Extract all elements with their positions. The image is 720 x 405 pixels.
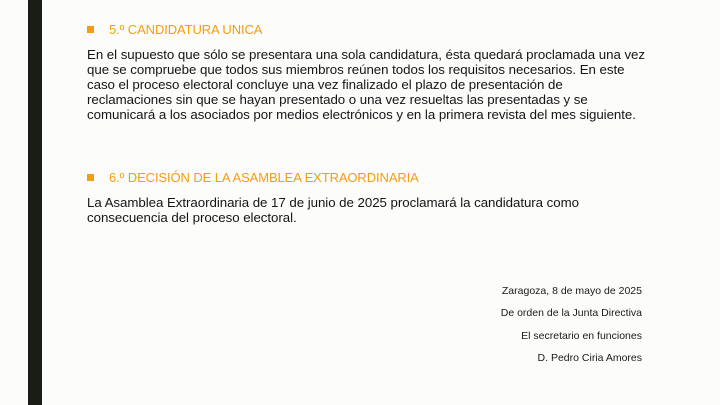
section-heading-candidatura-unica — [87, 22, 262, 38]
square-bullet-icon — [87, 26, 94, 33]
signature-role: El secretario en funciones — [521, 330, 642, 342]
section-heading-decision-asamblea — [87, 170, 419, 186]
section-body-decision-asamblea: La Asamblea Extraordinaria de 17 de junio de 2025 proclamará la candidatura como consecuencia del proceso electoral. — [87, 195, 579, 225]
section-heading-label: 5.º CANDIDATURA UNICA — [109, 22, 263, 37]
signature-place-date: Zaragoza, 8 de mayo de 2025 — [501, 285, 642, 297]
section-body-candidatura-unica: En el supuesto que sólo se presentara una sola candidatura, ésta quedará proclamada una vez que se compruebe que todos sus miembros reúnen todos los requisitos necesarios. En este caso el proceso electoral concluye una vez finalizado el plazo de presentación de reclamaciones sin que se hayan presentado o una vez resueltas las presentadas y se comunicará a los asociados por medios electrónicos y en la primera revista del mes siguiente. — [87, 47, 645, 122]
section-heading-label: 6.º DECISIÓN DE LA ASAMBLEA EXTRAORDINARIA — [109, 170, 419, 185]
signature-order: De orden de la Junta Directiva — [500, 307, 642, 319]
square-bullet-icon — [87, 174, 94, 181]
signature-name: D. Pedro Ciria Amores — [537, 352, 642, 364]
left-decorative-bar — [28, 0, 42, 405]
